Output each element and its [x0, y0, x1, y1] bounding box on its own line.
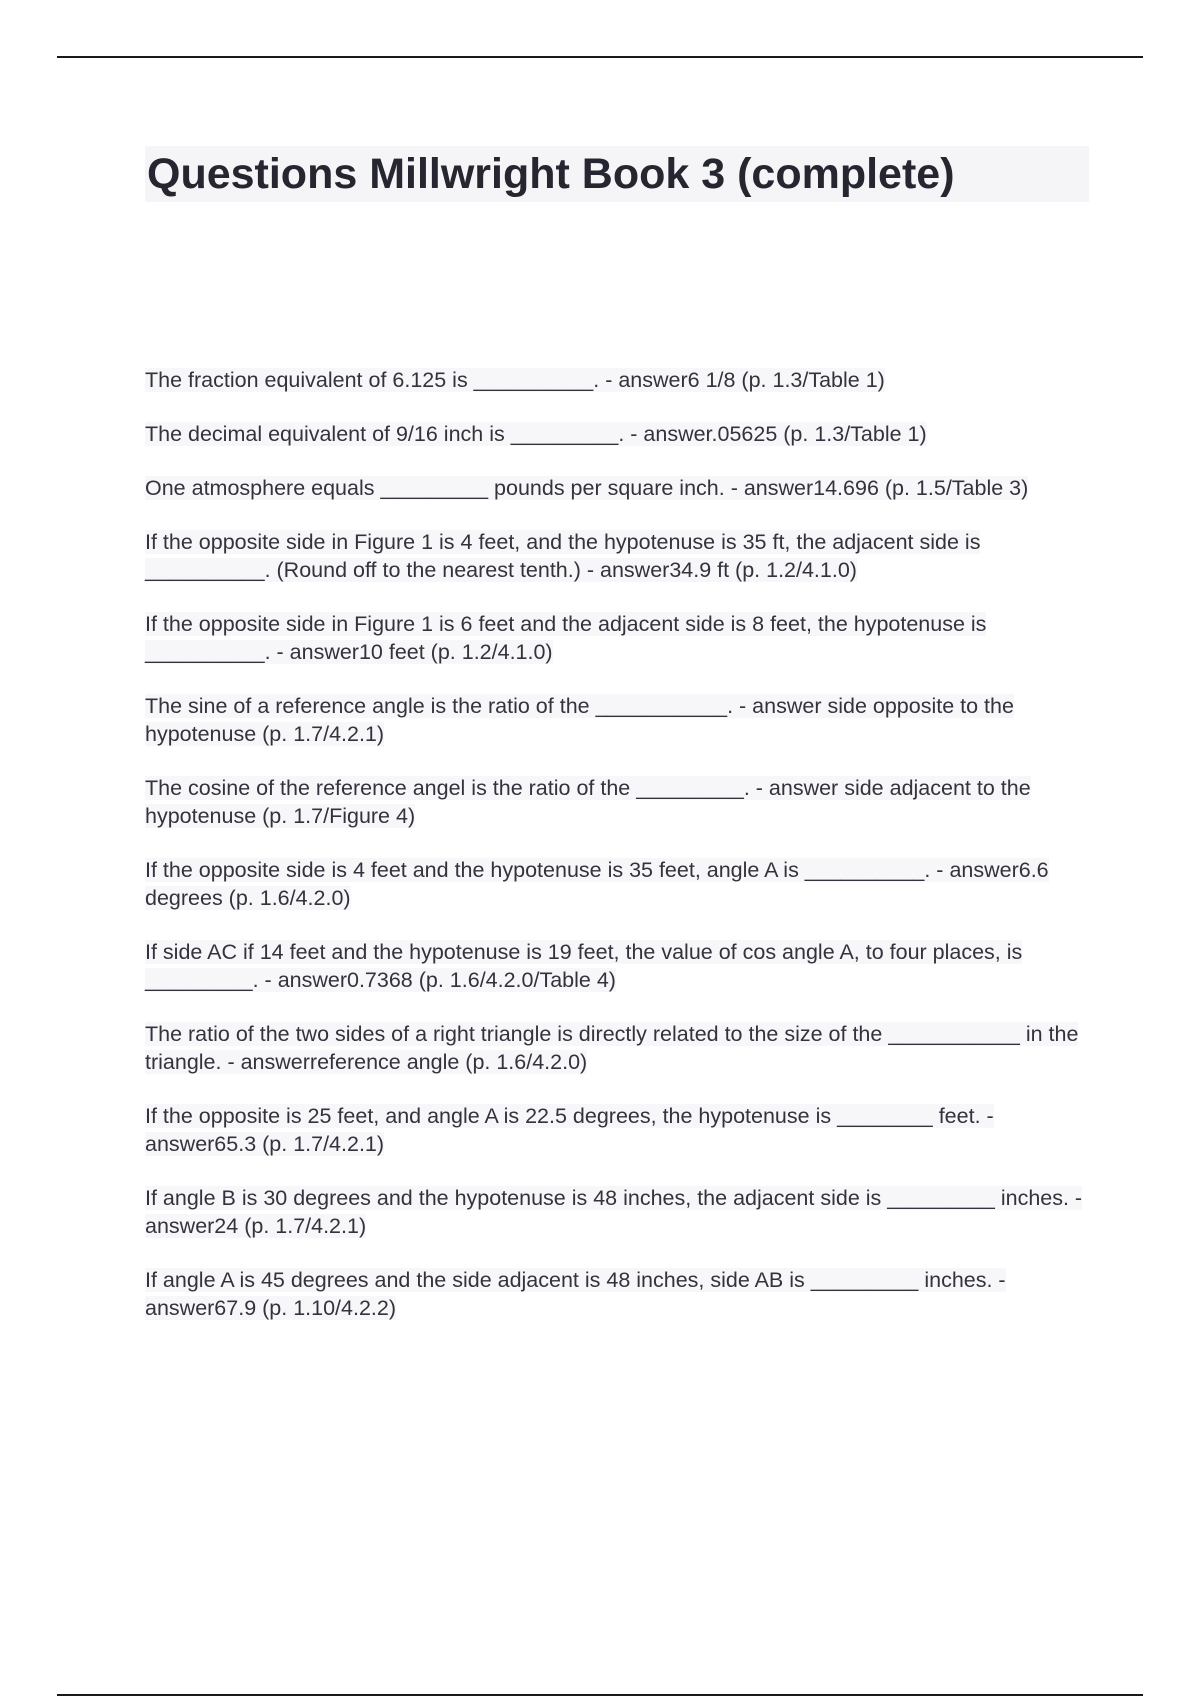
question-item — [145, 1266, 1095, 1322]
question-text: If angle A is 45 degrees and the side adjacent is 48 inches, side AB is _________ inches. - answer67.9 (p. 1.10/4.2.2) — [145, 1268, 1006, 1320]
question-text: If the opposite side in Figure 1 is 4 feet, and the hypotenuse is 35 ft, the adjacent side is __________. (Round off to the nearest tenth.) - answer34.9 ft (p. 1.2/4.1.0) — [145, 530, 981, 582]
question-item — [145, 774, 1095, 830]
page-title: Questions Millwright Book 3 (complete) — [147, 150, 955, 198]
question-text: If the opposite side in Figure 1 is 6 feet and the adjacent side is 8 feet, the hypotenuse is __________. - answer10 feet (p. 1.2/4.1.0) — [145, 612, 987, 664]
question-list — [145, 366, 1095, 1348]
question-item — [145, 528, 1095, 584]
question-item — [145, 420, 1095, 448]
question-text: If the opposite side is 4 feet and the hypotenuse is 35 feet, angle A is __________. - answer6.6 degrees (p. 1.6/4.2.0) — [145, 858, 1049, 910]
question-text: The ratio of the two sides of a right triangle is directly related to the size of the ___________ in the triangle. - answerreference angle (p. 1.6/4.2.0) — [145, 1022, 1079, 1074]
question-text: The fraction equivalent of 6.125 is __________. - answer6 1/8 (p. 1.3/Table 1) — [145, 368, 885, 392]
question-text: If the opposite is 25 feet, and angle A is 22.5 degrees, the hypotenuse is ________ feet. - answer65.3 (p. 1.7/4.2.1) — [145, 1104, 994, 1156]
title-block — [145, 146, 1089, 202]
question-text: The sine of a reference angle is the ratio of the ___________. - answer side opposite to the hypotenuse (p. 1.7/4.2.1) — [145, 694, 1014, 746]
question-item — [145, 1102, 1095, 1158]
question-item — [145, 610, 1095, 666]
header-rule — [57, 56, 1143, 58]
footer-rule — [57, 1694, 1143, 1696]
question-item — [145, 1184, 1095, 1240]
question-text: The decimal equivalent of 9/16 inch is _________. - answer.05625 (p. 1.3/Table 1) — [145, 422, 927, 446]
question-text: The cosine of the reference angel is the ratio of the _________. - answer side adjacent to the hypotenuse (p. 1.7/Figure 4) — [145, 776, 1031, 828]
question-text: One atmosphere equals _________ pounds per square inch. - answer14.696 (p. 1.5/Table 3) — [145, 476, 1029, 500]
question-text: If angle B is 30 degrees and the hypotenuse is 48 inches, the adjacent side is _________ inches. - answer24 (p. 1.7/4.2.1) — [145, 1186, 1083, 1238]
question-item — [145, 1020, 1095, 1076]
question-item — [145, 938, 1095, 994]
question-item — [145, 474, 1095, 502]
question-item — [145, 692, 1095, 748]
question-text: If side AC if 14 feet and the hypotenuse is 19 feet, the value of cos angle A, to four places, is _________. - answer0.7368 (p. 1.6/4.2.0/Table 4) — [145, 940, 1023, 992]
question-item — [145, 856, 1095, 912]
question-item — [145, 366, 1095, 394]
